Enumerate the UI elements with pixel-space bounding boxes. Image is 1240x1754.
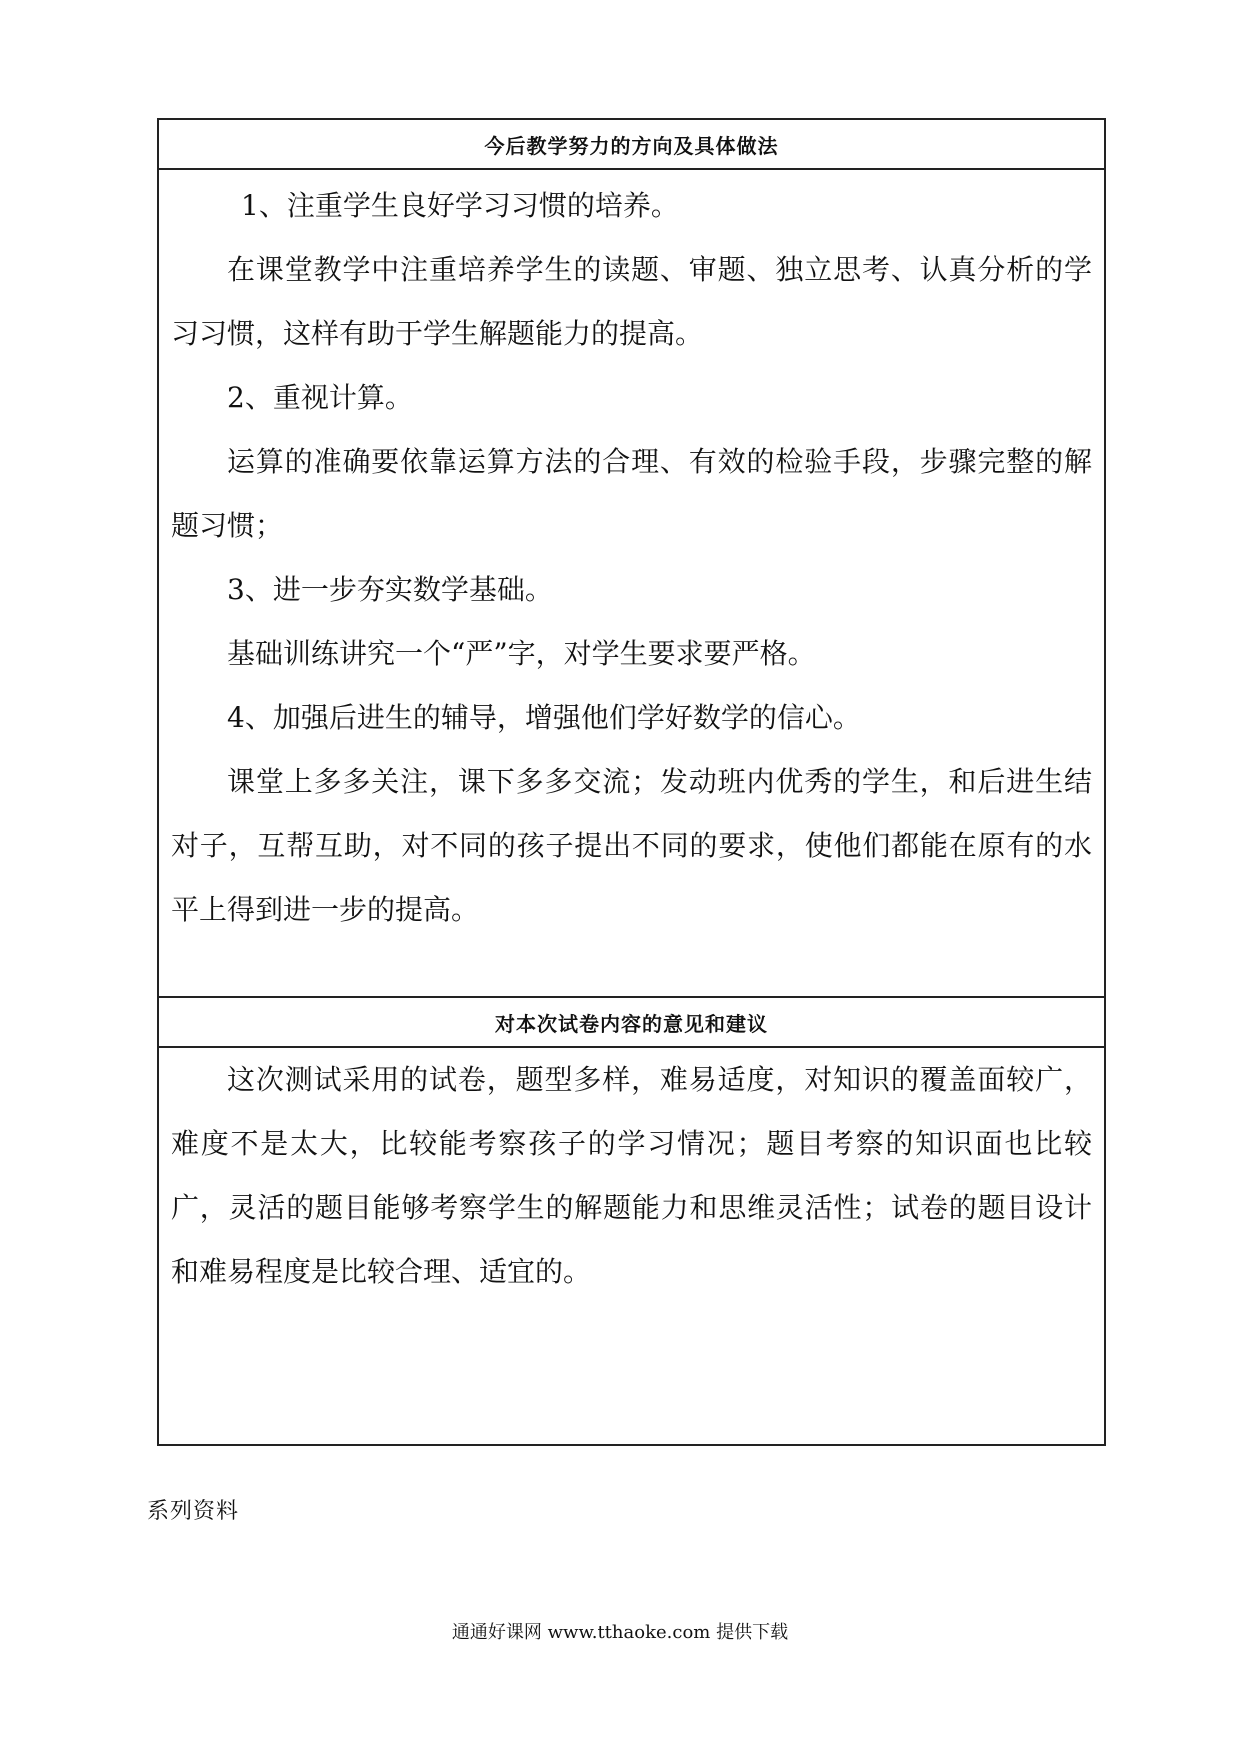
section-header-exam-feedback: 对本次试卷内容的意见和建议 (159, 996, 1104, 1048)
section-header-teaching-direction: 今后教学努力的方向及具体做法 (159, 120, 1104, 170)
section-body-teaching-direction (159, 172, 1104, 996)
paragraph: 这次测试采用的试卷，题型多样，难易适度，对知识的覆盖面较广，难度不是太大，比较能考察孩子的学习情况；题目考察的知识面也比较广，灵活的题目能够考察学生的解题能力和思维灵活性；试卷的题目设计和难易程度是比较合理、适宜的。 (171, 1063, 1092, 1288)
paragraph: 基础训练讲究一个“严”字，对学生要求要严格。 (227, 637, 816, 670)
paragraph: 1、注重学生良好学习习惯的培养。 (241, 189, 679, 222)
paragraph: 在课堂教学中注重培养学生的读题、审题、独立思考、认真分析的学习习惯，这样有助于学生解题能力的提高。 (171, 253, 1092, 350)
evaluation-table (157, 118, 1106, 1446)
paragraph: 运算的准确要依靠运算方法的合理、有效的检验手段，步骤完整的解题习惯； (171, 445, 1092, 542)
paragraph: 课堂上多多关注，课下多多交流；发动班内优秀的学生，和后进生结对子，互帮互助，对不同的孩子提出不同的要求，使他们都能在原有的水平上得到进一步的提高。 (171, 765, 1092, 926)
paragraph: 2、重视计算。 (227, 381, 413, 414)
paragraph: 4、加强后进生的辅导，增强他们学好数学的信心。 (227, 701, 861, 734)
paragraph: 3、进一步夯实数学基础。 (227, 573, 553, 606)
series-label: 系列资料 (147, 1499, 240, 1524)
section-body-exam-feedback (159, 1048, 1104, 1446)
download-source-note: 通通好课网 www.tthaoke.com 提供下载 (451, 1622, 789, 1643)
